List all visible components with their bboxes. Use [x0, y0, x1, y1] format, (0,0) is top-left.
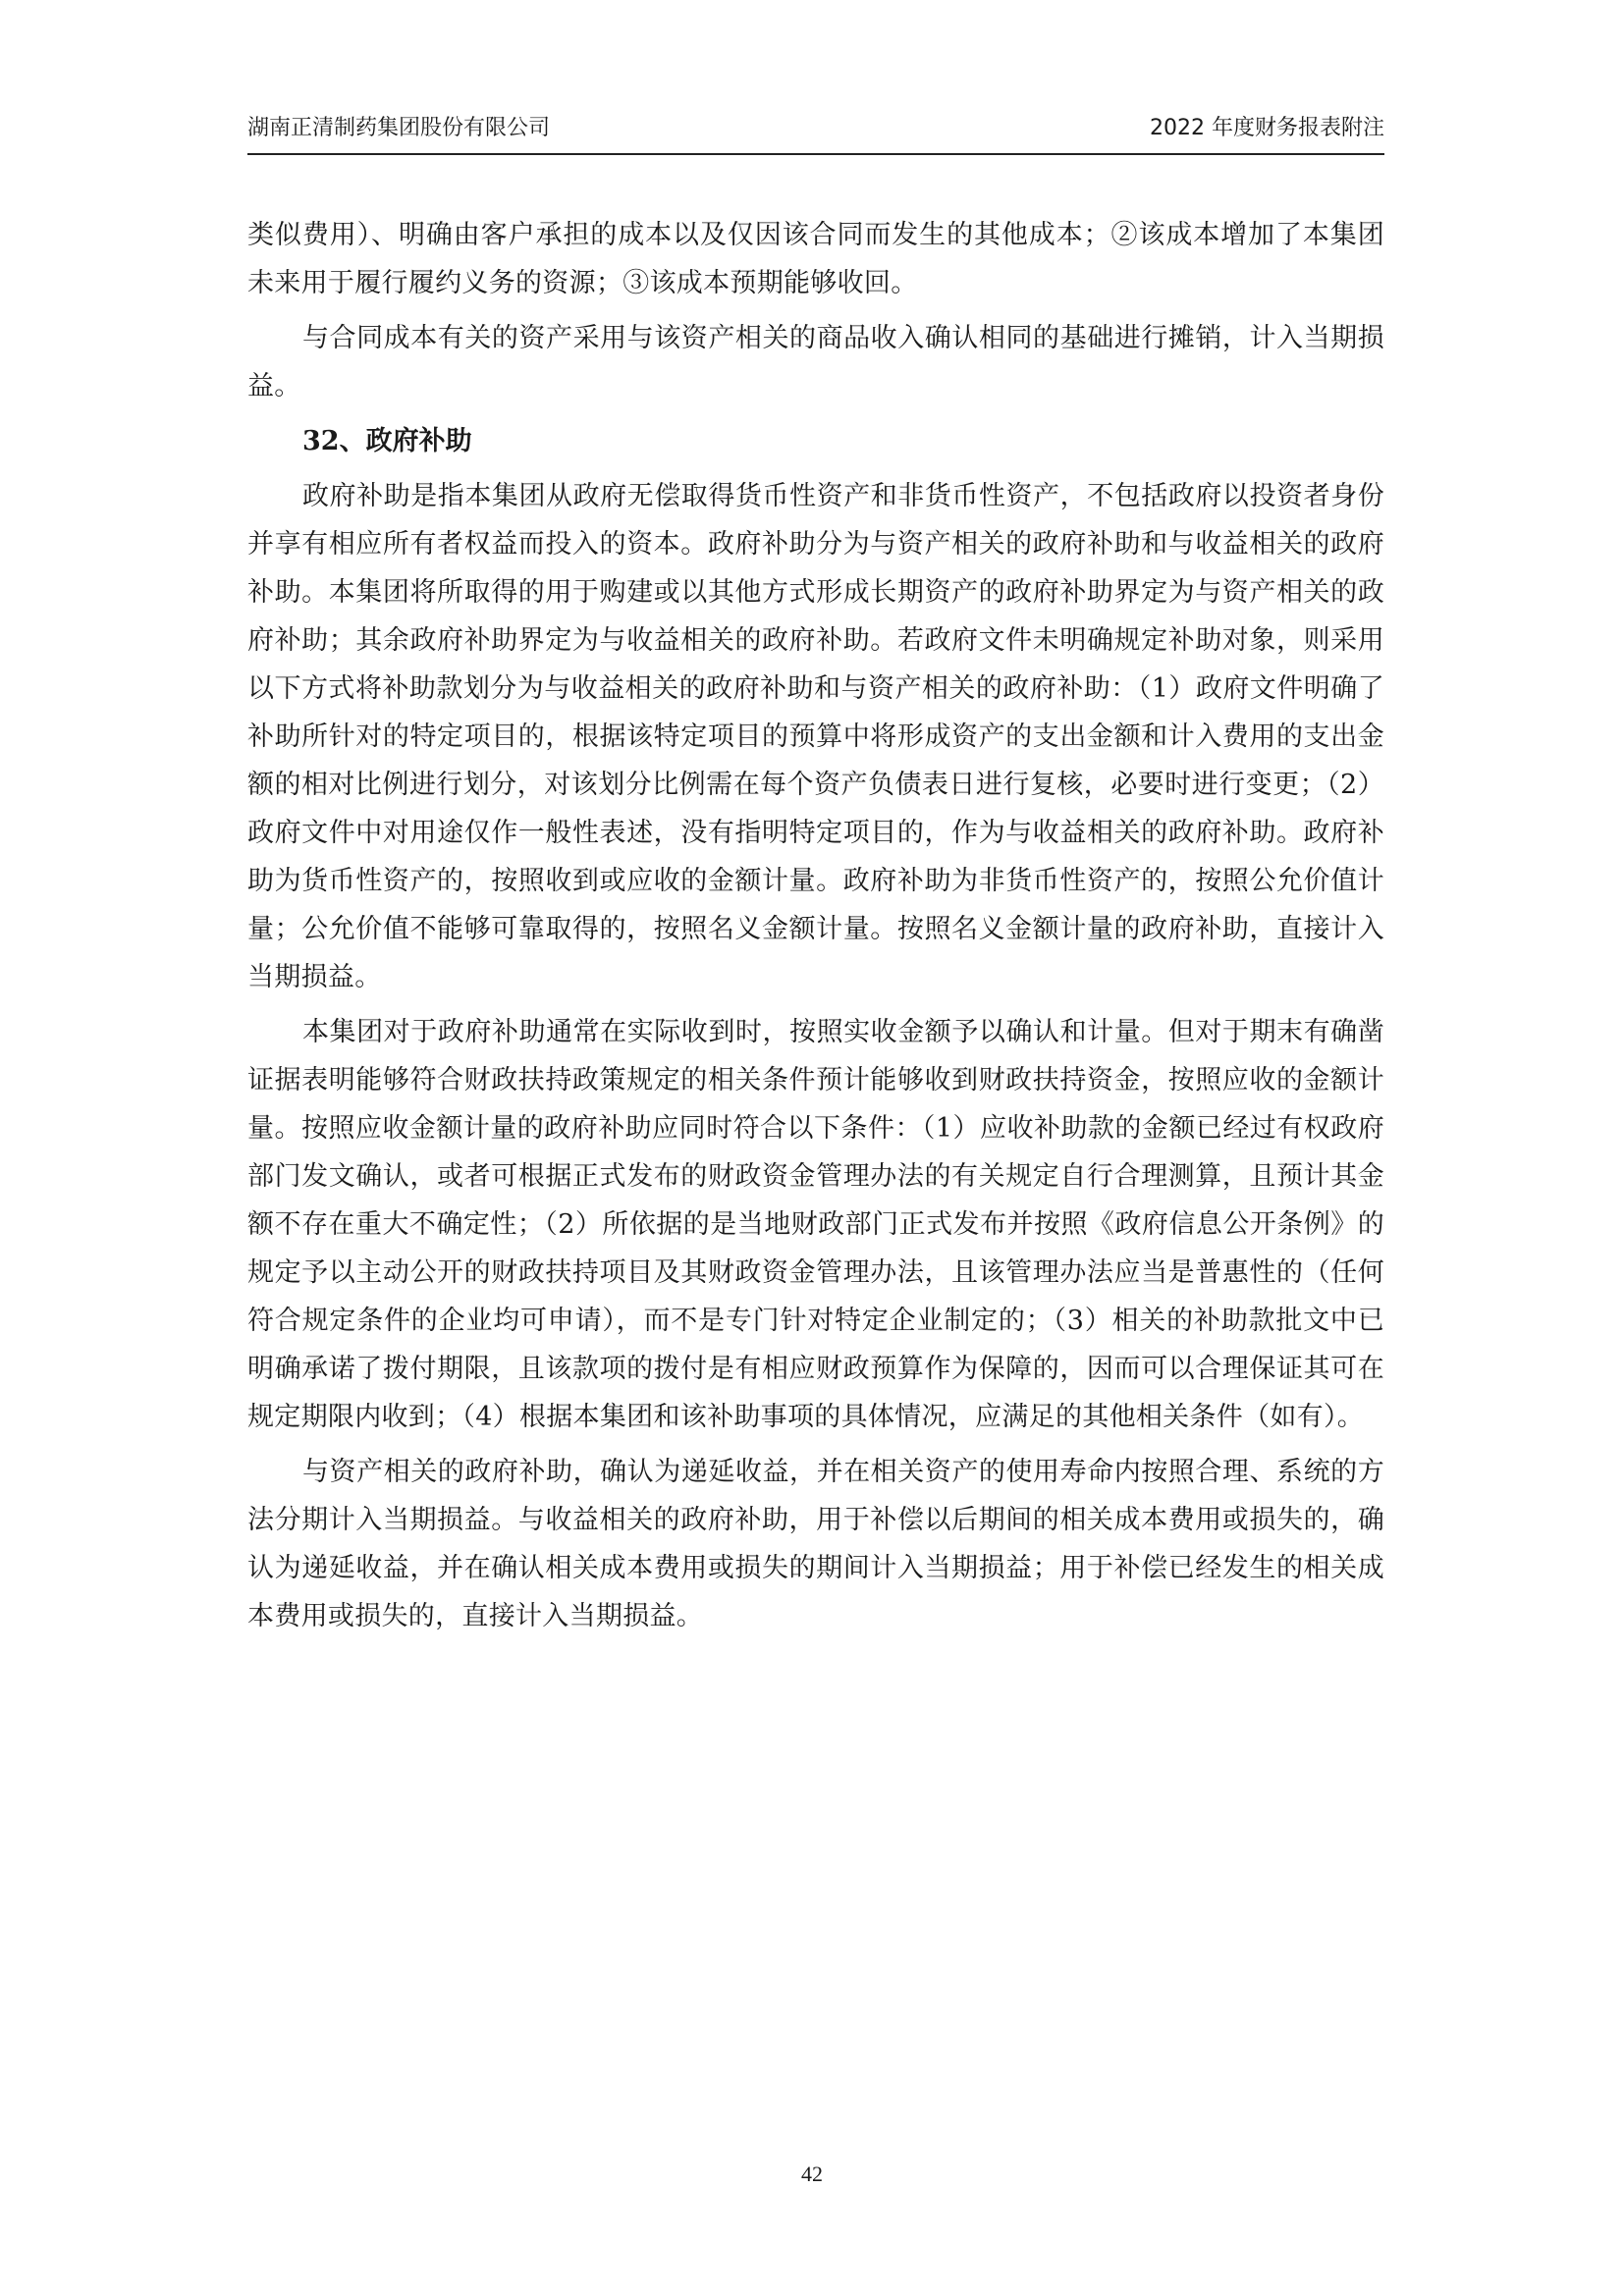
section-heading-government-grants: 32、政府补助 [302, 426, 472, 456]
paragraph-contract-cost-amortization: 与合同成本有关的资产采用与该资产相关的商品收入确认相同的基础进行摊销，计入当期损益。 [247, 323, 1384, 401]
header-company-name: 湖南正清制药集团股份有限公司 [247, 116, 551, 140]
paragraph-contract-cost-conditions: 类似费用）、明确由客户承担的成本以及仅因该合同而发生的其他成本；②该成本增加了本集团未来用于履行履约义务的资源；③该成本预期能够收回。 [247, 220, 1384, 298]
page-header [247, 116, 1384, 155]
paragraph-government-grant-definition: 政府补助是指本集团从政府无偿取得货币性资产和非货币性资产，不包括政府以投资者身份并享有相应所有者权益而投入的资本。政府补助分为与资产相关的政府补助和与收益相关的政府补助。本集团将所取得的用于购建或以其他方式形成长期资产的政府补助界定为与资产相关的政府补助；其余政府补助界定为与收益相关的政府补助。若政府文件未明确规定补助对象，则采用以下方式将补助款划分为与收益相关的政府补助和与资产相关的政府补助：（1）政府文件明确了补助所针对的特定项目的，根据该特定项目的预算中将形成资产的支出金额和计入费用的支出金额的相对比例进行划分，对该划分比例需在每个资产负债表日进行复核，必要时进行变更；（2）政府文件中对用途仅作一般性表述，没有指明特定项目的，作为与收益相关的政府补助。政府补助为货币性资产的，按照收到或应收的金额计量。政府补助为非货币性资产的，按照公允价值计量；公允价值不能够可靠取得的，按照名义金额计量。按照名义金额计量的政府补助，直接计入当期损益。 [247, 481, 1384, 992]
paragraph-government-grant-accounting: 与资产相关的政府补助，确认为递延收益，并在相关资产的使用寿命内按照合理、系统的方法分期计入当期损益。与收益相关的政府补助，用于补偿以后期间的相关成本费用或损失的，确认为递延收益，并在确认相关成本费用或损失的期间计入当期损益；用于补偿已经发生的相关成本费用或损失的，直接计入当期损益。 [247, 1457, 1384, 1631]
page-number: 42 [801, 2162, 823, 2186]
header-report-title: 2022 年度财务报表附注 [1150, 116, 1384, 140]
paragraph-government-grant-recognition: 本集团对于政府补助通常在实际收到时，按照实收金额予以确认和计量。但对于期末有确凿证据表明能够符合财政扶持政策规定的相关条件预计能够收到财政扶持资金，按照应收的金额计量。按照应收金额计量的政府补助应同时符合以下条件：（1）应收补助款的金额已经过有权政府部门发文确认，或者可根据正式发布的财政资金管理办法的有关规定自行合理测算，且预计其金额不存在重大不确定性；（2）所依据的是当地财政部门正式发布并按照《政府信息公开条例》的规定予以主动公开的财政扶持项目及其财政资金管理办法，且该管理办法应当是普惠性的（任何符合规定条件的企业均可申请），而不是专门针对特定企业制定的；（3）相关的补助款批文中已明确承诺了拨付期限，且该款项的拨付是有相应财政预算作为保障的，因而可以合理保证其可在规定期限内收到；（4）根据本集团和该补助事项的具体情况，应满足的其他相关条件（如有）。 [247, 1017, 1384, 1432]
document-body [247, 211, 1384, 1640]
